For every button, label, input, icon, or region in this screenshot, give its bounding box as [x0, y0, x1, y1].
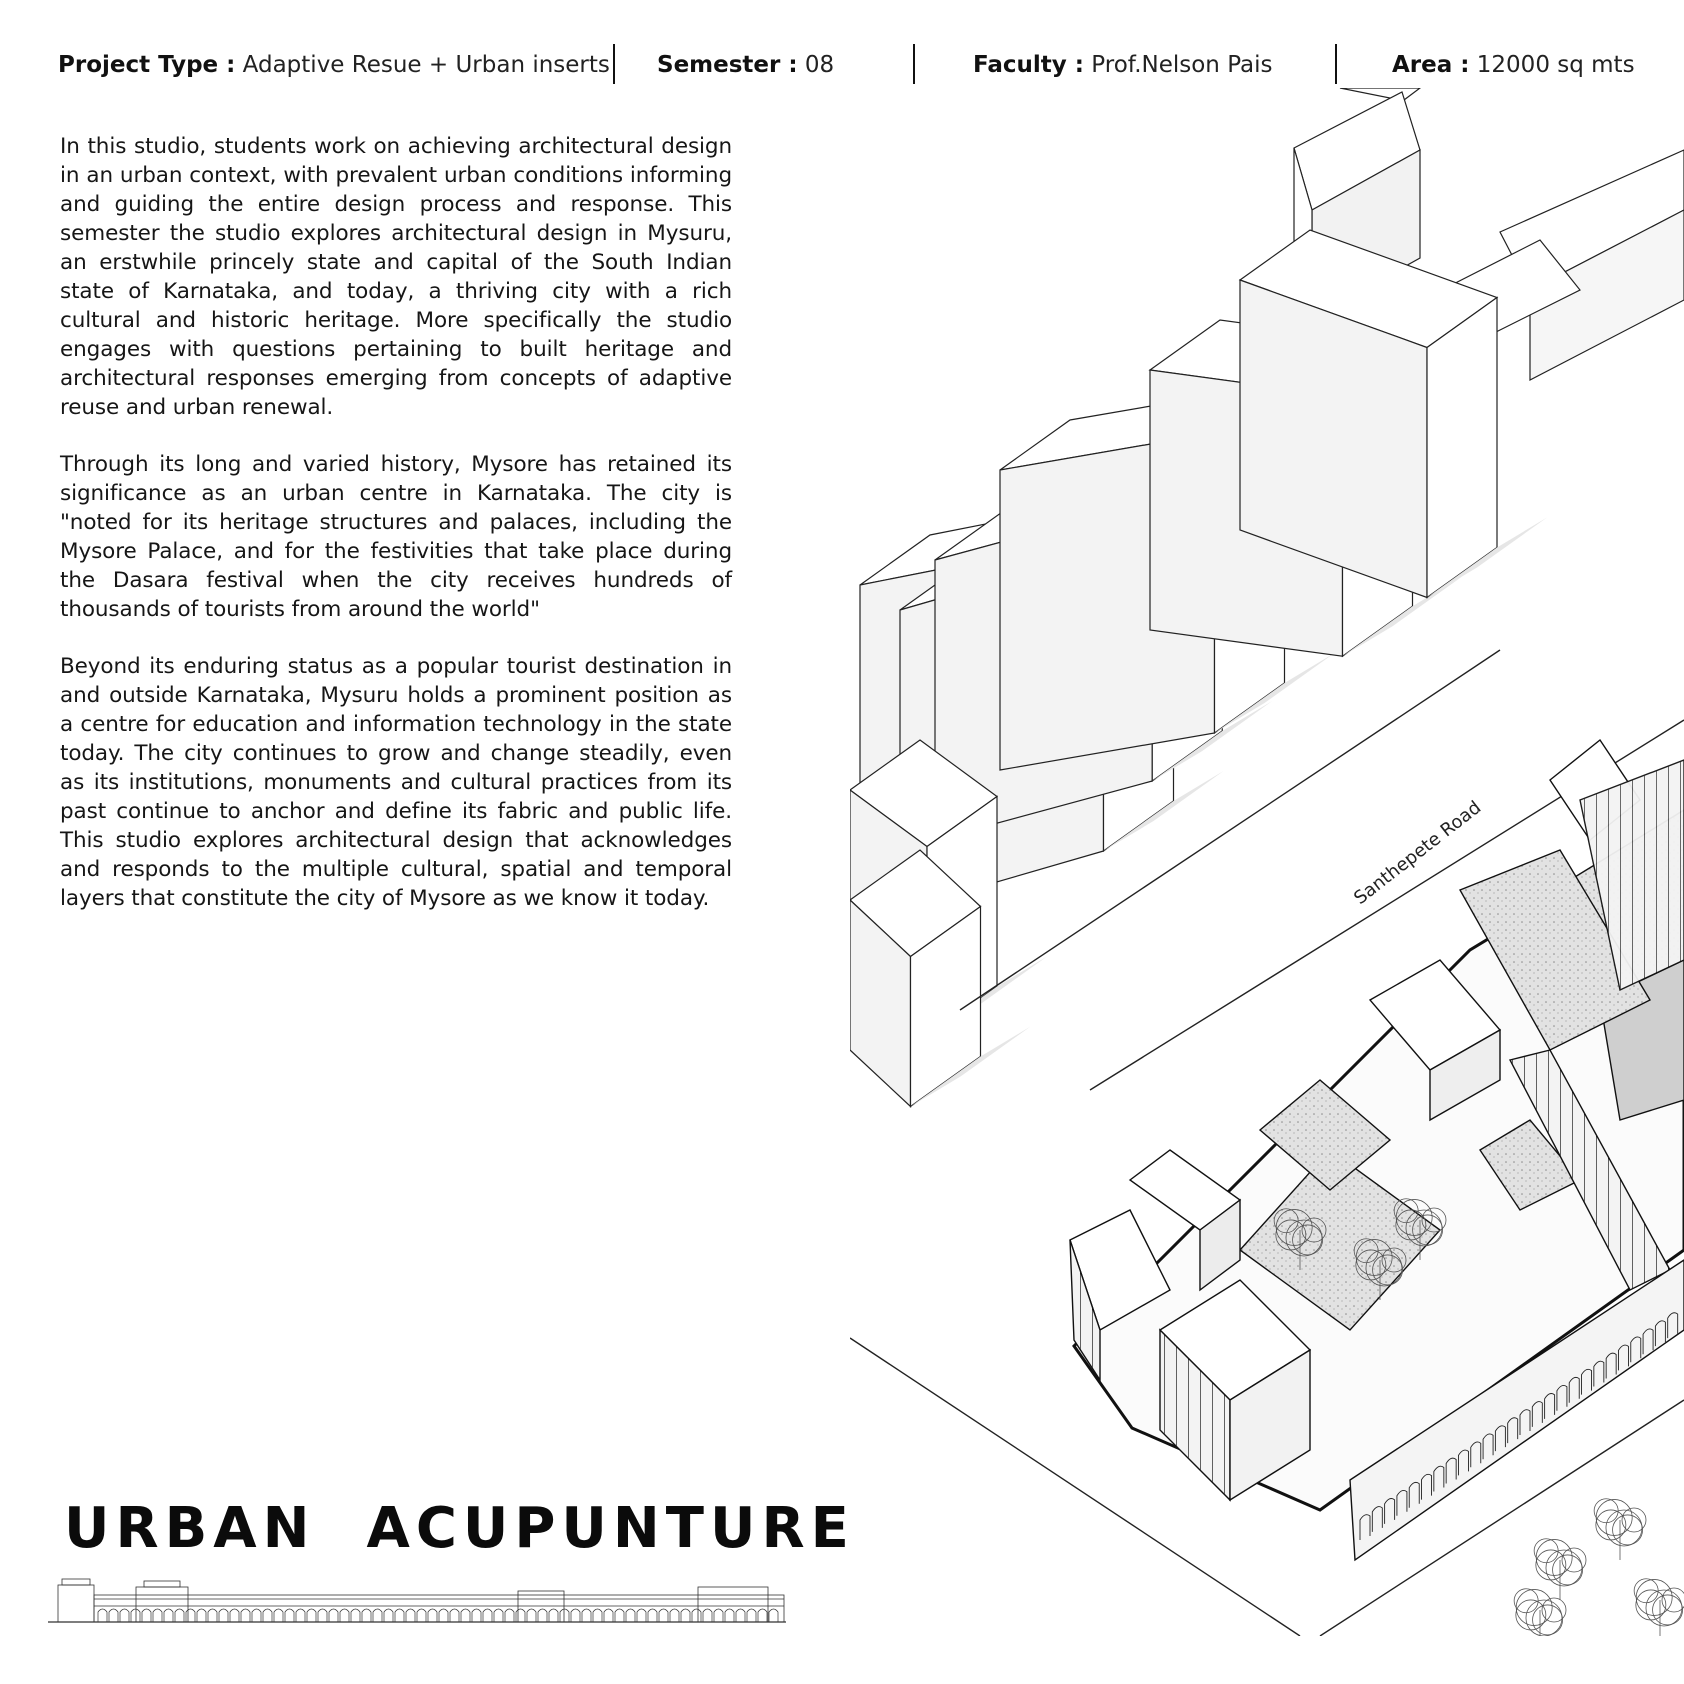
area-value: 12000 sq mts: [1476, 52, 1635, 78]
road-label: Santhepete Road: [1350, 797, 1486, 909]
project-type-label: Project Type :: [58, 52, 236, 78]
semester-value: 08: [804, 52, 835, 78]
semester-field: [657, 52, 834, 78]
studio-title: URBAN ACUPUNTURE: [64, 1496, 855, 1561]
description-paragraph-2: Through its long and varied history, Mysore has retained its significance as an urban centre in Karnataka. The city is "noted for its heritage structures and palaces, including the Mysore Palace, and for the festivities that take place during the Dasara festival when the city receives hundreds of thousands of tourists from around the world": [60, 452, 732, 622]
header-divider: [613, 44, 615, 84]
heritage-elevation-drawing: [48, 1575, 786, 1623]
area-label: Area :: [1392, 52, 1470, 78]
faculty-label: Faculty :: [973, 52, 1084, 78]
studio-description: [60, 132, 732, 941]
area-field: [1392, 52, 1635, 78]
project-type-value: Adaptive Resue + Urban inserts: [242, 52, 610, 78]
axonometric-site-drawing: [850, 88, 1684, 1636]
project-type-field: [58, 52, 610, 78]
header-divider: [913, 44, 915, 84]
faculty-field: [973, 52, 1273, 78]
project-info-header: [0, 52, 1684, 92]
description-paragraph-1: In this studio, students work on achieving architectural design in an urban context, with prevalent urban conditions informing and guiding the entire design process and response. This semester the studio explores architectural design in Mysuru, an erstwhile princely state and capital of the South Indian state of Karnataka, and today, a thriving city with a rich cultural and historic heritage. More specifically the studio engages with questions pertaining to built heritage and architectural responses emerging from concepts of adaptive reuse and urban renewal.: [60, 134, 732, 420]
context-block-face: [1427, 298, 1497, 598]
description-paragraph-3: Beyond its enduring status as a popular tourist destination in and outside Karnataka, Mysuru holds a prominent position as a centre for education and information technology in the state today. The city continues to grow and change steadily, even as its institutions, monuments and cultural practices from its past continue to anchor and define its fabric and public life. This studio explores architectural design that acknowledges and responds to the multiple cultural, spatial and temporal layers that constitute the city of Mysore as we know it today.: [60, 654, 732, 911]
semester-label: Semester :: [657, 52, 798, 78]
faculty-value: Prof.Nelson Pais: [1091, 52, 1273, 78]
header-divider: [1335, 44, 1337, 84]
